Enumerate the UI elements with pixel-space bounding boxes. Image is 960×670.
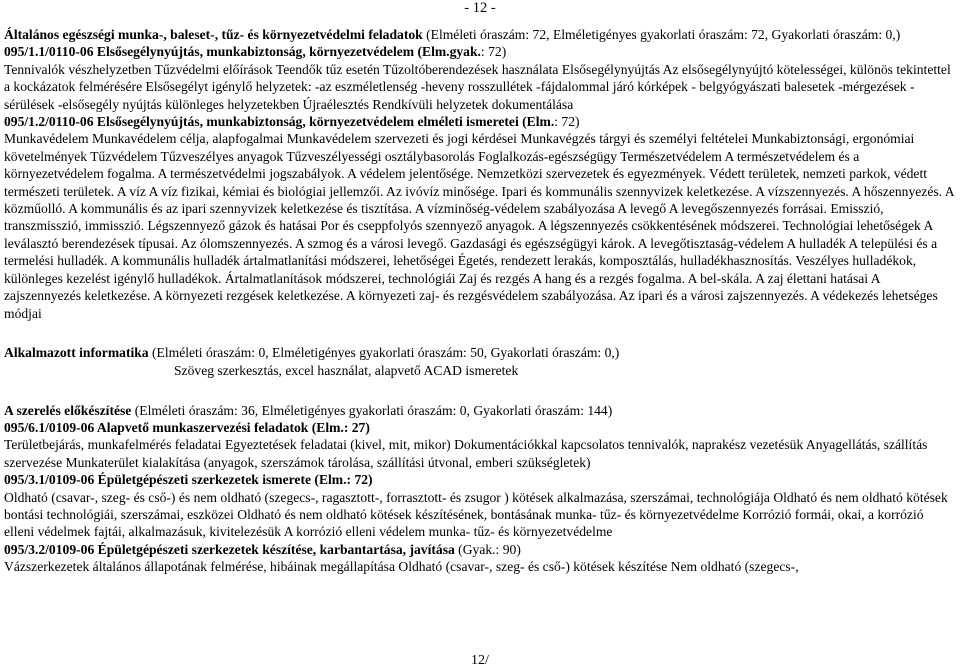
module-heading-theory: 095/1.2/0110-06 Elsősegélynyújtás, munkabiztonság, környezetvédelem elméleti ismeretei (Elm.: 72) bbox=[4, 114, 580, 130]
section-title: Általános egészségi munka-, baleset-, tűz- és környezetvédelmi feladatok bbox=[4, 27, 423, 42]
section-hours: (Elméleti óraszám: 72, Elméletigényes gyakorlati óraszám: 72, Gyakorlati óraszám: 0,) bbox=[422, 27, 901, 42]
module-heading-building-structures: 095/3.1/0109-06 Épületgépészeti szerkezetek ismerete (Elm.: 72) bbox=[4, 472, 373, 488]
page-number-bottom: 12/ bbox=[471, 653, 489, 668]
page-number-top: - 12 - bbox=[464, 0, 496, 16]
module-body-theory: Munkavédelem Munkavédelem célja, alapfogalmai Munkavédelem szervezeti és jogi kérdései Munkavégzés tárgyi és személyi feltételei Munkabiztonsági, ergonómiai követelmények Tűzvédelem Tűzveszélyes anyagok Tűzveszélyességi osztálybasorolás Foglalkozás-egészségügy Természetvédelem A természetvédelem és a környezetvédelem fogalma. A természetvédelmi jogszabályok. A védelem jelentősége. Nemzetközi szervezetek és egyezmények. Védett területek, nemzeti parkok, védett természeti területek. A víz A víz fizikai, kémiai és biológiai jellemzői. Az ivóvíz minősége. Ipari és kommunális szennyvizek keletkezése. A vízszennyezés. A hőszennyezés. A közműolló. A kommunális és az ipari szennyvizek keletkezése és tisztítása. A vízminőség-védelem szabályozása A levegő A levegőszennyezés forrásai. Emisszió, transzmisszió, immisszió. Légszennyező gázok és hatásai Por és cseppfolyós szennyező anyagok. A légszennyezés csökkentésének módszerei. Technológiai lehetőségek A leválasztó berendezések típusai. Az ólomszennyezés. A szmog és a városi levegő. Gazdasági és egészségügyi károk. A levegőtisztaság-védelem A hulladék A települési és a termelési hulladék. A kommunális hulladék ártalmatlanítási módszerei, lehetőségei Égetés, rendezett lerakás, komposztálás, hulladékhasznosítás. Veszélyes hulladékok, különleges kezelést igénylő hulladékok. Ártalmatlanítások módszerei, technológiái Zaj és rezgés A hang és a rezgés fogalma. A bel-skála. A zaj élettani hatásai A zajszennyezés keletkezése. A környezeti rezgések keletkezése. A környezeti zaj- és rezgésvédelem szabályozása. Az ipari és a városi zajszennyezés. A védekezés lehetséges módjai bbox=[4, 131, 954, 321]
spacer bbox=[4, 379, 956, 396]
document-body bbox=[4, 26, 956, 576]
module-heading-work-organization: 095/6.1/0109-06 Alapvető munkaszervezési feladatok (Elm.: 27) bbox=[4, 419, 370, 435]
module-body-building-structures: Oldható (csavar-, szeg- és cső-) és nem oldható (szegecs-, ragasztott-, forrasztott- és zsugor ) kötések alkalmazása, szerszámai, technológiája Oldható és nem oldható kötések bontási technológiái, szerszámai, eszközei Oldható és nem oldható kötések készítésének, bontásának munka- tűz- és környezetvédelme Korrózió formái, okai, a korrózió elleni védelmek fajtái, alkalmazásuk, kivitelezésük A korrózió elleni védelem munka- tűz- és környezetvédelme bbox=[4, 489, 948, 540]
section-general-safety bbox=[4, 26, 956, 43]
module-heading-structure-making: 095/3.2/0109-06 Épületgépészeti szerkezetek készítése, karbantartása, javítása (Gyak.: 90) bbox=[4, 541, 521, 557]
section-applied-it-body: Szöveg szerkesztás, excel használat, alapvető ACAD ismeretek bbox=[174, 362, 519, 378]
section-assembly-prep: A szerelés előkészítése (Elméleti óraszám: 36, Elméletigényes gyakorlati óraszám: 0, Gyakorlati óraszám: 144) bbox=[4, 402, 613, 418]
module-body-work-organization: Területbejárás, munkafelmérés feladatai Egyeztetések feladatai (kivel, mit, mikor) Dokumentációkkal kapcsolatos tennivalók, naprakész vezetésük Anyagellátás, szállítás szervezése Munkaterület kialakítása (anyagok, szerszámok tárolása, szállítási útvonal, emberi szükségletek) bbox=[4, 437, 928, 470]
section-applied-it: Alkalmazott informatika (Elméleti óraszám: 0, Elméletigényes gyakorlati óraszám: 50, Gyakorlati óraszám: 0,) bbox=[4, 345, 620, 361]
spacer bbox=[4, 322, 956, 339]
module-body-first-aid: Tennivalók vészhelyzetben Tűzvédelmi előírások Teendők tűz esetén Tűzoltóberendezések használata Elsősegélynyújtás Az elsősegélynyújtó kötelességei, különös tekintettel a kockázatok felmérésére Elsősegélyt igénylő helyzetek: -az eszméletlenség -heveny rosszullétek -fájdalommal járó kórképek - belgyógyászati balesetek -mérgezések -sérülések -elsősegély nyújtás különleges helyzetekben Újraélesztés Rendkívüli helyzetek dokumentálása bbox=[4, 61, 951, 112]
module-heading-first-aid: 095/1.1/0110-06 Elsősegélynyújtás, munkabiztonság, környezetvédelem (Elm.gyak.: 72) bbox=[4, 44, 507, 60]
module-body-structure-making: Vázszerkezetek általános állapotának felmérése, hibáinak megállapítása Oldható (csavar-, szeg- és cső-) kötések készítése Nem oldható (szegecs-, bbox=[4, 559, 799, 575]
